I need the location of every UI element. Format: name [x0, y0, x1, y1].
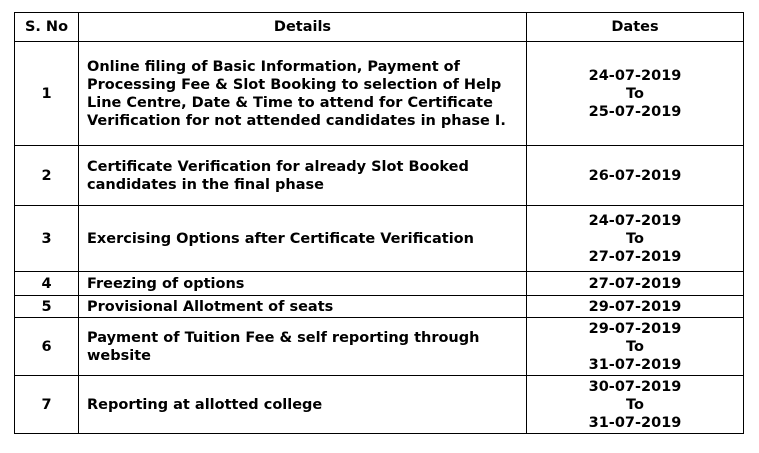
row-details: Exercising Options after Certificate Verification	[79, 206, 527, 272]
row-dates	[527, 272, 744, 296]
date-end: 31-07-2019	[588, 414, 682, 431]
row-dates	[527, 146, 744, 206]
row-details: Certificate Verification for already Slot Booked candidates in the final phase	[79, 146, 527, 206]
row-sno: 6	[15, 318, 79, 376]
row-sno: 4	[15, 272, 79, 296]
header-row	[15, 13, 744, 42]
table-row	[15, 272, 744, 296]
header-details: Details	[79, 13, 527, 42]
row-details: Freezing of options	[79, 272, 527, 296]
date-separator: To	[626, 85, 644, 102]
row-details: Provisional Allotment of seats	[79, 296, 527, 318]
date-start: 30-07-2019	[588, 378, 682, 395]
date-single: 26-07-2019	[588, 167, 682, 184]
row-dates	[527, 296, 744, 318]
table-row	[15, 376, 744, 434]
table-row	[15, 206, 744, 272]
date-single: 27-07-2019	[588, 275, 682, 292]
date-single: 29-07-2019	[588, 298, 682, 315]
date-end: 31-07-2019	[588, 356, 682, 373]
row-details: Reporting at allotted college	[79, 376, 527, 434]
row-dates	[527, 206, 744, 272]
row-sno: 2	[15, 146, 79, 206]
header-dates: Dates	[527, 13, 744, 42]
table-row	[15, 318, 744, 376]
date-separator: To	[626, 230, 644, 247]
row-dates	[527, 42, 744, 146]
date-separator: To	[626, 338, 644, 355]
date-separator: To	[626, 396, 644, 413]
row-details: Payment of Tuition Fee & self reporting through website	[79, 318, 527, 376]
date-start: 29-07-2019	[588, 320, 682, 337]
row-sno: 1	[15, 42, 79, 146]
table-row	[15, 146, 744, 206]
schedule-table	[14, 12, 744, 434]
header-sno: S. No	[15, 13, 79, 42]
date-end: 25-07-2019	[588, 103, 682, 120]
row-dates	[527, 318, 744, 376]
table-row	[15, 296, 744, 318]
row-sno: 3	[15, 206, 79, 272]
row-details: Online filing of Basic Information, Payment of Processing Fee & Slot Booking to selection of Help Line Centre, Date & Time to attend for Certificate Verification for not attended candidates in phase I.	[79, 42, 527, 146]
date-start: 24-07-2019	[588, 67, 682, 84]
row-sno: 5	[15, 296, 79, 318]
date-start: 24-07-2019	[588, 212, 682, 229]
date-end: 27-07-2019	[588, 248, 682, 265]
row-dates	[527, 376, 744, 434]
row-sno: 7	[15, 376, 79, 434]
table-row	[15, 42, 744, 146]
